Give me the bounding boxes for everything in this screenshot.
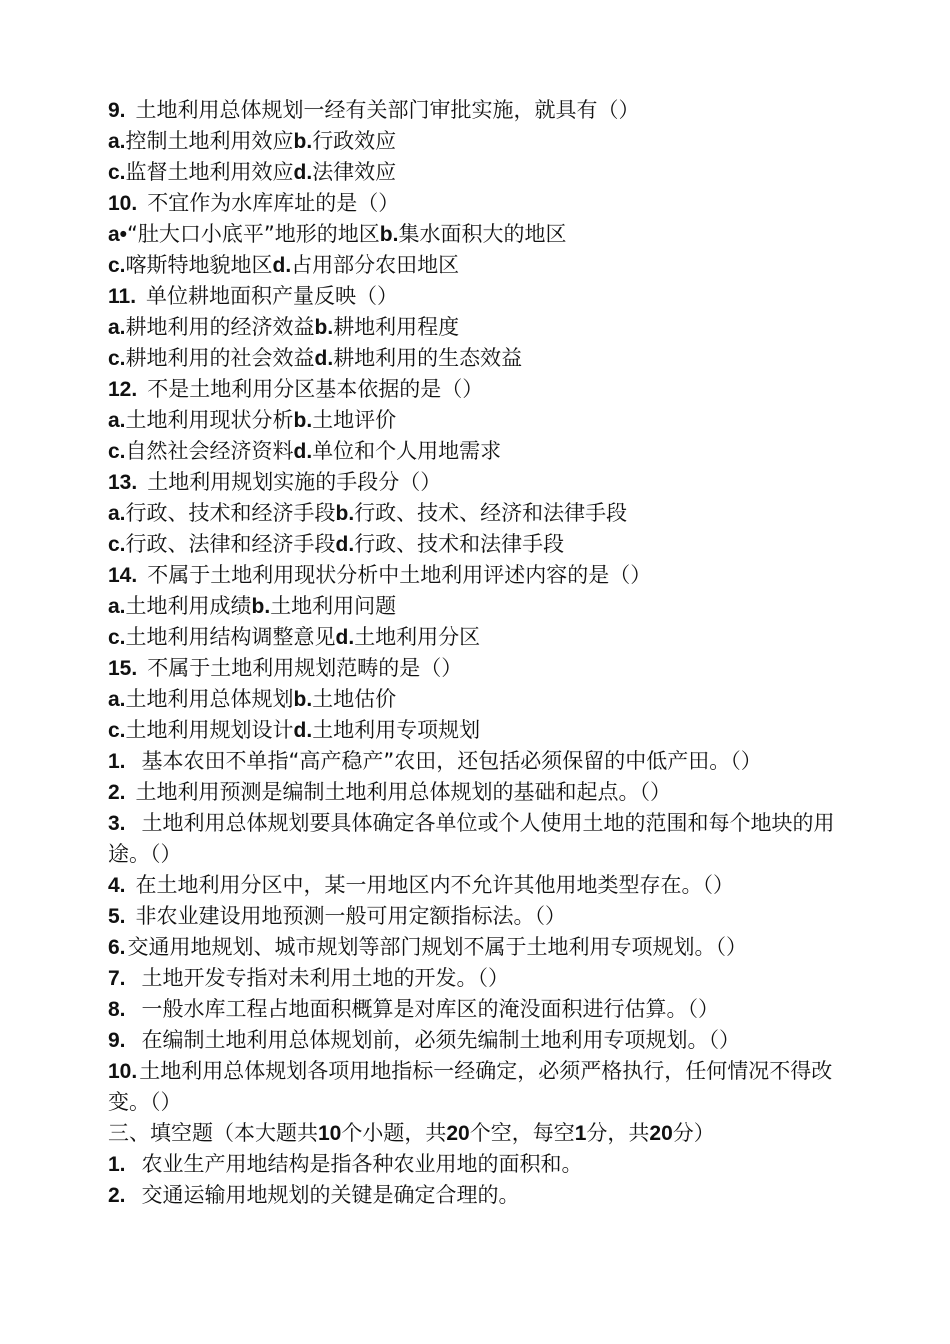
option-line [108,219,868,250]
heading-text: 三、填空题（本大题共 [108,1121,318,1145]
option-text: 行政、技术和法律手段 [354,532,565,556]
judgment-item [108,1056,868,1118]
option-text: 行政、技术和经济手段 [125,501,336,525]
document-content [108,95,868,1211]
option-text: 耕地利用程度 [333,315,460,339]
fill-number: 1. [108,1153,126,1176]
option-text: 单位和个人用地需求 [312,439,502,463]
option-label: c. [108,719,126,742]
option-label: b. [293,688,313,711]
judgment-text: 土地利用总体规划各项用地指标一经确定，必须严格执行，任何情况不得改变。（） [108,1059,833,1114]
option-line [108,622,868,653]
option-label: d. [272,254,292,277]
judgment-number: 9. [108,1029,126,1052]
heading-number: 20 [649,1122,673,1145]
question-number: 10. [108,192,138,215]
option-text: 集水面积大的地区 [398,222,567,246]
question-text: 不属于土地利用规划范畴的是（） [147,656,463,680]
judgment-item [108,746,868,777]
option-text: “肚大口小底平”地形的地区 [127,222,380,246]
option-text: 行政、技术、经济和法律手段 [354,501,628,525]
heading-text: 个小题，共 [341,1121,447,1145]
option-text: 监督土地利用效应 [125,160,294,184]
judgment-number: 8. [108,998,126,1021]
question-text: 不属于土地利用现状分析中土地利用评述内容的是（） [147,563,652,587]
heading-number: 1 [574,1122,587,1145]
option-line [108,312,868,343]
option-label: c. [108,161,126,184]
judgment-text: 非农业建设用地预测一般可用定额指标法。（） [135,904,567,928]
judgment-number: 3. [108,812,126,835]
judgment-number: 7. [108,967,126,990]
option-text: 土地利用专项规划 [312,718,481,742]
judgment-text: 基本农田不单指“高产稳产”农田，还包括必须保留的中低产田。（） [141,749,762,773]
question-stem [108,374,868,405]
option-label: b. [335,502,355,525]
option-line [108,405,868,436]
question-text: 土地利用总体规划一经有关部门审批实施，就具有（） [135,98,640,122]
fill-item [108,1149,868,1180]
option-label: a. [108,688,126,711]
option-label: a. [108,595,126,618]
option-label: d. [335,533,355,556]
judgment-item [108,963,868,994]
heading-text: 分） [672,1121,715,1145]
question-number: 14. [108,564,138,587]
judgment-item [108,808,868,870]
option-text: 耕地利用的社会效益 [125,346,315,370]
option-label: a. [108,409,126,432]
option-line [108,529,868,560]
judgment-text: 土地开发专指对未利用土地的开发。（） [141,966,510,990]
judgment-text: 交通用地规划、城市规划等部门规划不属于土地利用专项规划。（） [127,935,748,959]
option-text: 土地估价 [312,687,397,711]
option-label: b. [251,595,271,618]
option-text: 土地利用分区 [354,625,481,649]
judgment-item [108,777,868,808]
option-line [108,715,868,746]
question-stem [108,281,868,312]
option-label: d. [293,440,313,463]
option-label: c. [108,626,126,649]
option-label: c. [108,347,126,370]
option-text: 法律效应 [312,160,397,184]
heading-number: 20 [446,1122,470,1145]
question-number: 9. [108,99,126,122]
option-text: 土地利用成绩 [125,594,252,618]
question-number: 15. [108,657,138,680]
option-line [108,343,868,374]
judgment-item [108,1025,868,1056]
judgment-number: 10. [108,1060,138,1083]
question-stem [108,188,868,219]
option-label: b. [293,409,313,432]
question-text: 不宜作为水库库址的是（） [147,191,400,215]
question-stem [108,653,868,684]
heading-text: 个空，每空 [469,1121,575,1145]
question-text: 不是土地利用分区基本依据的是（） [147,377,484,401]
heading-text: 分，共 [586,1121,650,1145]
option-text: 自然社会经济资料 [125,439,294,463]
option-text: 行政、法律和经济手段 [125,532,336,556]
option-line [108,157,868,188]
option-label: c. [108,533,126,556]
question-stem [108,467,868,498]
judgment-item [108,994,868,1025]
option-label: d. [293,161,313,184]
option-line [108,684,868,715]
heading-number: 10 [318,1122,342,1145]
fill-text: 农业生产用地结构是指各种农业用地的面积和。 [141,1152,583,1176]
option-line [108,250,868,281]
option-label: d. [314,347,334,370]
judgment-number: 1. [108,750,126,773]
option-text: 喀斯特地貌地区 [125,253,273,277]
question-stem [108,560,868,591]
judgment-text: 一般水库工程占地面积概算是对库区的淹没面积进行估算。（） [141,997,720,1021]
fill-text: 交通运输用地规划的关键是确定合理的。 [141,1183,520,1207]
option-text: 耕地利用的经济效益 [125,315,315,339]
question-text: 土地利用规划实施的手段分（） [147,470,442,494]
option-label: b. [314,316,334,339]
fill-number: 2. [108,1184,126,1207]
question-number: 11. [108,285,137,308]
option-text: 行政效应 [312,129,397,153]
option-label: c. [108,440,126,463]
option-text: 土地评价 [312,408,397,432]
question-text: 单位耕地面积产量反映（） [146,284,399,308]
option-label: a. [108,316,126,339]
option-label: c. [108,254,126,277]
option-line [108,126,868,157]
option-label: a. [108,502,126,525]
judgment-text: 在土地利用分区中，某一用地区内不允许其他用地类型存在。（） [135,873,735,897]
option-text: 占用部分农田地区 [291,253,460,277]
question-number: 12. [108,378,138,401]
judgment-number: 2. [108,781,126,804]
option-line [108,591,868,622]
option-label: b. [379,223,399,246]
option-text: 控制土地利用效应 [125,129,294,153]
option-text: 土地利用问题 [270,594,397,618]
option-label: d. [293,719,313,742]
option-label: d. [335,626,355,649]
judgment-number: 6. [108,936,126,959]
judgment-text: 在编制土地利用总体规划前，必须先编制土地利用专项规划。（） [141,1028,741,1052]
judgment-item [108,870,868,901]
judgment-number: 5. [108,905,126,928]
option-label: a. [108,130,126,153]
option-text: 土地利用规划设计 [125,718,294,742]
judgment-text: 土地利用预测是编制土地利用总体规划的基础和起点。（） [135,780,672,804]
option-line [108,498,868,529]
option-text: 土地利用总体规划 [125,687,294,711]
fill-item [108,1180,868,1211]
option-line [108,436,868,467]
option-text: 耕地利用的生态效益 [333,346,523,370]
section-heading [108,1118,868,1149]
question-stem [108,95,868,126]
option-text: 土地利用现状分析 [125,408,294,432]
option-label: b. [293,130,313,153]
judgment-item [108,932,868,963]
option-label: a• [108,223,128,246]
judgment-text: 土地利用总体规划要具体确定各单位或个人使用土地的范围和每个地块的用途。（） [108,811,835,866]
judgment-item [108,901,868,932]
judgment-number: 4. [108,874,126,897]
question-number: 13. [108,471,138,494]
option-text: 土地利用结构调整意见 [125,625,336,649]
